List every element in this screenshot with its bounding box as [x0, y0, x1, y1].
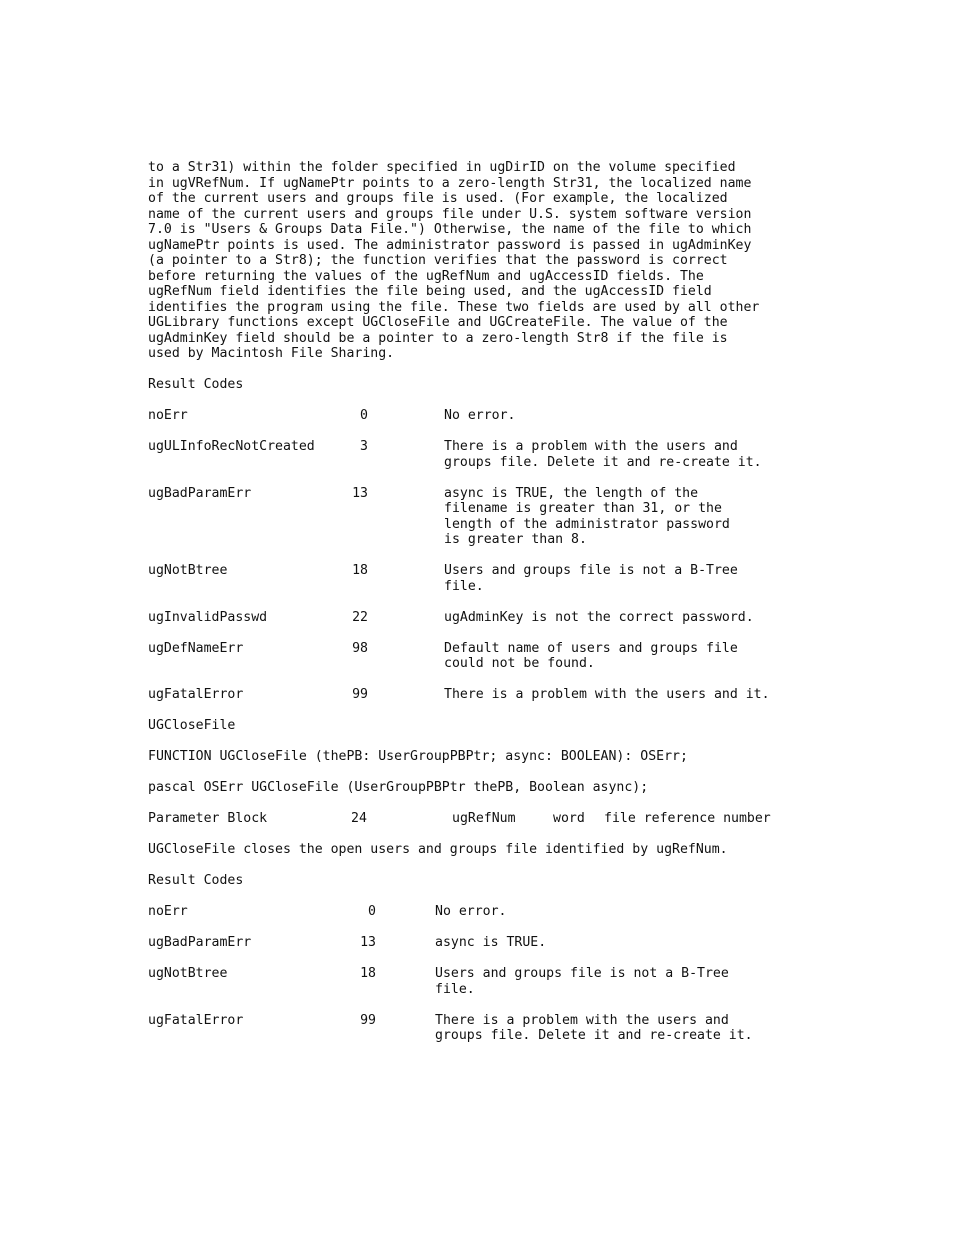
result-code-row [148, 966, 828, 997]
result-codes-table [148, 904, 828, 1059]
result-code-description: Users and groups file is not a B-Tree file. [444, 563, 738, 594]
result-code-name: ugBadParamErr [148, 485, 252, 501]
result-code-name: noErr [148, 904, 188, 919]
result-code-description: async is TRUE. [435, 935, 547, 950]
result-code-row [148, 408, 828, 424]
document-page [148, 160, 828, 1059]
result-code-description: No error. [444, 408, 516, 423]
parameter-block-field: ugRefNum [452, 811, 516, 826]
intro-line: to a Str31) within the folder specified in ugDirID on the volume specified [148, 160, 736, 175]
intro-line: ugAdminKey field should be a pointer to a zero-length Str8 if the file is [148, 330, 728, 346]
result-code-row [148, 904, 828, 920]
result-code-description: async is TRUE, the length of the filename is greater than 31, or the length of the administrator password is greater than 8. [444, 485, 730, 547]
result-code-row [148, 486, 828, 548]
result-code-description: There is a problem with the users and groups file. Delete it and re-create it. [435, 1012, 753, 1043]
intro-line: of the current users and groups file is used. (For example, the localized [148, 191, 728, 206]
intro-line: ugRefNum field identifies the file being used, and the ugAccessID field [148, 284, 712, 299]
result-code-value: 3 [360, 439, 368, 454]
result-code-description: There is a problem with the users and it. [444, 687, 770, 702]
result-code-row [148, 610, 828, 626]
result-code-name: ugDefNameErr [148, 640, 244, 656]
intro-line: name of the current users and groups file under U.S. system software version [148, 206, 752, 222]
result-code-description: Users and groups file is not a B-Tree file. [435, 966, 729, 997]
result-code-row [148, 935, 828, 951]
result-code-name: ugULInfoRecNotCreated [148, 439, 315, 454]
result-code-value: 0 [368, 904, 376, 919]
result-code-name: ugBadParamErr [148, 935, 252, 950]
result-code-row [148, 1013, 828, 1044]
intro-line: UGLibrary functions except UGCloseFile and UGCreateFile. The value of the [148, 315, 728, 330]
result-code-value: 13 [352, 485, 368, 501]
pascal-declaration: FUNCTION UGCloseFile (thePB: UserGroupPBPtr; async: BOOLEAN): OSErr; [148, 749, 688, 764]
result-code-description: There is a problem with the users and groups file. Delete it and re-create it. [444, 439, 762, 470]
result-code-row [148, 439, 828, 470]
result-code-value: 18 [352, 563, 368, 578]
parameter-block-offset: 24 [351, 811, 367, 826]
intro-line: in ugVRefNum. If ugNamePtr points to a zero-length Str31, the localized name [148, 175, 752, 191]
parameter-block-description: file reference number [604, 811, 771, 826]
intro-line: identifies the program using the file. These two fields are used by all other [148, 299, 760, 315]
result-codes-heading: Result Codes [148, 873, 244, 888]
result-code-name: noErr [148, 408, 188, 423]
result-code-row [148, 641, 828, 672]
c-declaration: pascal OSErr UGCloseFile (UserGroupPBPtr thePB, Boolean async); [148, 780, 649, 795]
result-code-value: 22 [352, 609, 368, 625]
result-code-row [148, 687, 828, 703]
result-code-value: 0 [360, 408, 368, 423]
function-title: UGCloseFile [148, 718, 236, 733]
result-code-value: 99 [352, 687, 368, 702]
intro-line: 7.0 is "Users & Groups Data File.") Otherwise, the name of the file to which [148, 222, 752, 237]
parameter-block-label: Parameter Block [148, 811, 268, 826]
close-description: UGCloseFile closes the open users and groups file identified by ugRefNum. [148, 842, 728, 857]
result-code-name: ugInvalidPasswd [148, 609, 268, 625]
result-codes-table [148, 408, 828, 718]
result-code-value: 13 [360, 935, 376, 950]
result-code-row [148, 563, 828, 594]
result-code-value: 99 [360, 1012, 376, 1028]
intro-line: ugNamePtr points is used. The administrator password is passed in ugAdminKey [148, 237, 752, 253]
result-code-description: No error. [435, 904, 507, 919]
result-code-description: ugAdminKey is not the correct password. [444, 609, 754, 625]
result-code-name: ugNotBtree [148, 966, 228, 981]
parameter-block-row [148, 811, 828, 827]
result-code-value: 98 [352, 640, 368, 656]
parameter-block-type: word [553, 811, 585, 826]
intro-line: used by Macintosh File Sharing. [148, 346, 395, 361]
intro-line: (a pointer to a Str8); the function verifies that the password is correct [148, 253, 728, 268]
result-code-name: ugFatalError [148, 687, 244, 702]
result-code-value: 18 [360, 966, 376, 981]
result-codes-heading: Result Codes [148, 377, 244, 392]
result-code-description: Default name of users and groups file could not be found. [444, 640, 738, 671]
result-code-name: ugNotBtree [148, 563, 228, 578]
result-code-name: ugFatalError [148, 1012, 244, 1028]
intro-line: before returning the values of the ugRefNum and ugAccessID fields. The [148, 268, 704, 284]
intro-paragraph [148, 160, 828, 362]
